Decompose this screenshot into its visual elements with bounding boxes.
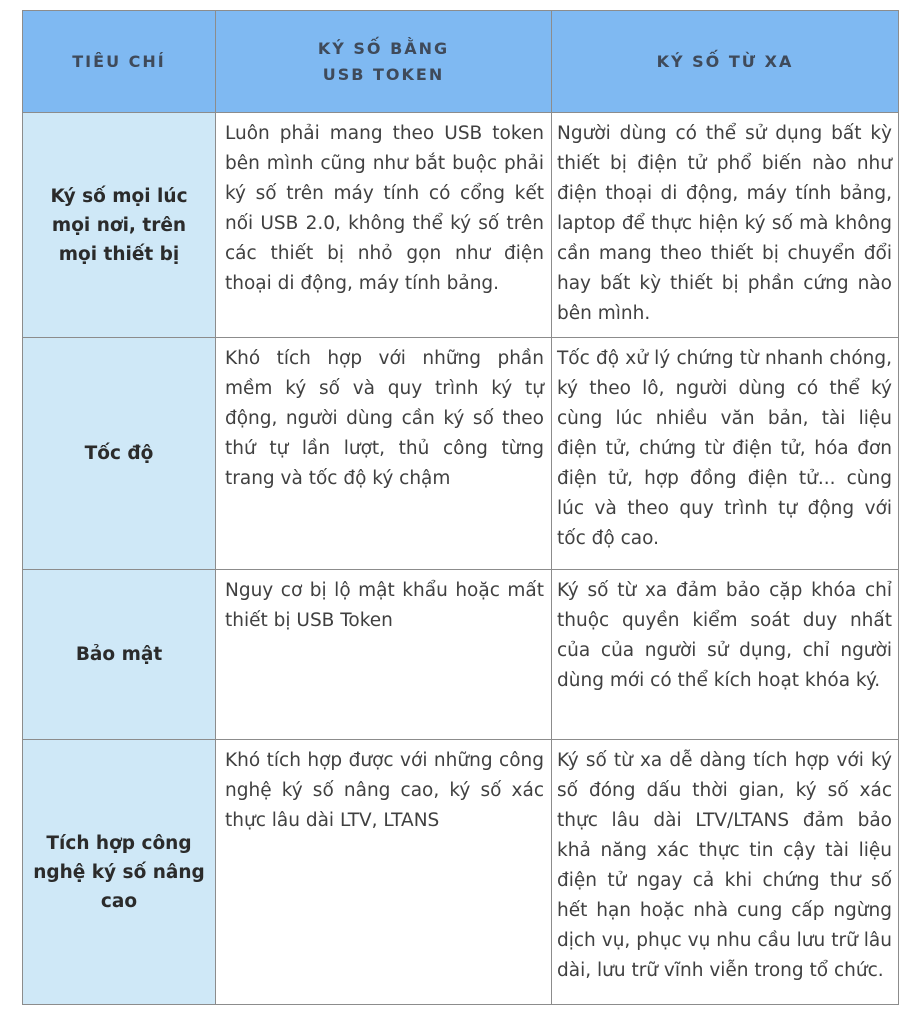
- criterion-cell: Tốc độ: [23, 338, 216, 570]
- table-header: [23, 11, 899, 113]
- criterion-cell: Bảo mật: [23, 570, 216, 740]
- usb-token-cell: Nguy cơ bị lộ mật khẩu hoặc mất thiết bị USB Token: [216, 570, 552, 740]
- usb-token-cell: Khó tích hợp với những phần mềm ký số và quy trình ký tự động, người dùng cần ký số theo thứ tự lần lượt, thủ công từng trang và tốc độ ký chậm: [216, 338, 552, 570]
- header-usb-token: [216, 11, 552, 113]
- table-row: [23, 740, 899, 1005]
- header-usb-token-line2: USB TOKEN: [322, 64, 445, 84]
- comparison-table-container: [22, 10, 898, 1005]
- comparison-table: [22, 10, 899, 1005]
- criterion-cell: Ký số mọi lúc mọi nơi, trên mọi thiết bị: [23, 113, 216, 338]
- usb-token-cell: Luôn phải mang theo USB token bên mình cũng như bắt buộc phải ký số trên máy tính có cổng kết nối USB 2.0, không thể ký số trên các thiết bị nhỏ gọn như điện thoại di động, máy tính bảng.: [216, 113, 552, 338]
- table-row: [23, 338, 899, 570]
- table-body: [23, 113, 899, 1005]
- header-usb-token-line1: KÝ SỐ BẰNG: [317, 38, 450, 58]
- criterion-cell: Tích hợp công nghệ ký số nâng cao: [23, 740, 216, 1005]
- remote-signing-cell: Người dùng có thể sử dụng bất kỳ thiết bị điện tử phổ biến nào như điện thoại di động, máy tính bảng, laptop để thực hiện ký số mà không cần mang theo thiết bị chuyển đổi hay bất kỳ thiết bị phần cứng nào bên mình.: [552, 113, 899, 338]
- remote-signing-cell: Ký số từ xa đảm bảo cặp khóa chỉ thuộc quyền kiểm soát duy nhất của của người sử dụng, chỉ người dùng mới có thể kích hoạt khóa ký.: [552, 570, 899, 740]
- usb-token-cell: Khó tích hợp được với những công nghệ ký số nâng cao, ký số xác thực lâu dài LTV, LTANS: [216, 740, 552, 1005]
- remote-signing-cell: Tốc độ xử lý chứng từ nhanh chóng, ký theo lô, người dùng có thể ký cùng lúc nhiều văn bản, tài liệu điện tử, chứng từ điện tử, hóa đơn điện tử, hợp đồng điện tử... cùng lúc và theo quy trình tự động với tốc độ cao.: [552, 338, 899, 570]
- header-criteria: TIÊU CHÍ: [23, 11, 216, 113]
- header-remote-signing: KÝ SỐ TỪ XA: [552, 11, 899, 113]
- header-row: [23, 11, 899, 113]
- table-row: [23, 570, 899, 740]
- remote-signing-cell: Ký số từ xa dễ dàng tích hợp với ký số đóng dấu thời gian, ký số xác thực lâu dài LTV/LTANS đảm bảo khả năng xác thực tin cậy tài liệu điện tử ngay cả khi chứng thư số hết hạn hoặc nhà cung cấp ngừng dịch vụ, phục vụ nhu cầu lưu trữ lâu dài, lưu trữ vĩnh viễn trong tổ chức.: [552, 740, 899, 1005]
- table-row: [23, 113, 899, 338]
